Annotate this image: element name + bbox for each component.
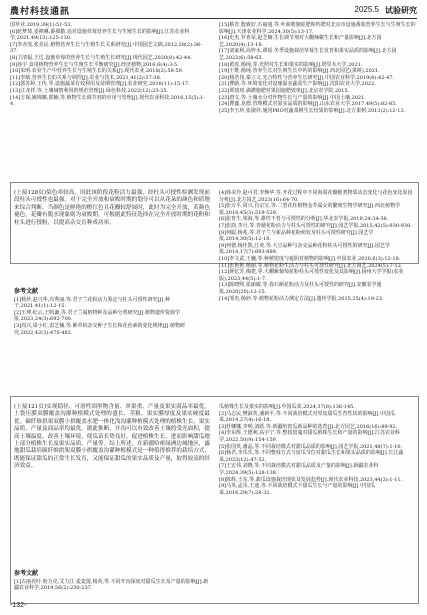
mid-right-refs xyxy=(219,190,415,302)
reference-item: [11]张艳艳,杨丽,等.植物花粉生活力与柱头可授性研究[J].北方园艺,2024(5):7-12. xyxy=(219,262,403,269)
article-refs-2 xyxy=(14,570,210,592)
reference-item: [2]王坤,纪云,王鸣谦,等.君子兰属植物种及品种分类研究[J].植物遗传资源学报,2023,24(3):692-700. xyxy=(14,309,180,323)
reference-item: [24]曹鑫,龙德.管理模式对果实品质的影响[J].山东农业大学,2017,49(5):82-85. xyxy=(219,101,397,108)
reference-item: [7]李赤茂,张美民.植物营养生长与生殖生长关系研究[J].中国园艺文摘,2012,28(2):36-37. xyxy=(10,41,202,55)
reference-item: [11]李敏.营养生长的关系与调控[J].农业与技术,2021,41(2):37-38. xyxy=(10,74,162,81)
reference-item: [2]马志民,樊淑英,潘新平,等.不同栽培模式对厚皮甜瓜生育性状的影响[J].中国瓜菜,2014,27(4):16-18. xyxy=(219,410,395,424)
reference-item: [1]杨珍,赵兴华,冯秀丽,等.君子兰花粉活力鉴定与柱头可授性研究[J].种子,2021,41(1):12-15. xyxy=(14,296,170,310)
reference-item: [5]张万平,周兴,肖宗宝,等.二型花柱植物金芥属女的繁殖生物学研究[J].西北植物学报,2018,45(3):519-529. xyxy=(219,203,400,216)
reference-item: [16]史杰,罗喜荣,赵芝楠.生长调节剂对大棚辣椒生长和产量影响[J].北方园艺,2020(4):13-18. xyxy=(219,35,382,48)
reference-item: [8]陈辉,王东,等.甜瓜设施栽培现状及发展趋势[J].现代农业科技,2023,44(3):1-11. xyxy=(219,476,403,483)
reference-item: [15]蔡青,殷致好,石丽通,等.叶面喷施硅肥和钙肥对北京市设施番茄营养生长与生殖生长的影响[J].天津农业科学,2024,30(5):13-17. xyxy=(219,22,416,35)
reference-item: [17]刘家利,高梓水,谭瑶.冬季设施栽培草莓生长发育和果实品质的影响[J].北方园艺,2022(6):58-63. xyxy=(219,48,397,61)
refs1-title: 参考文献 xyxy=(14,289,39,295)
reference-item: [9]何德,杨佳凯,江奕,等.大豆品种与杂交品种花粉柱头可授性的研究[J].园艺学报,2014,17(7):893-889. xyxy=(219,242,390,256)
top-right-refs xyxy=(219,22,417,114)
reference-item: [8]何聪,杨兆,等.君子兰与新品种花粉萌发及柱头可授性研究[J].园艺学报,2014,30(5):12-18. xyxy=(219,229,374,243)
section-name: 试验研究 xyxy=(385,5,417,15)
header-rule xyxy=(10,18,417,19)
reference-item: [1]古丽孜叶·哈力克,艾力江·麦麦提,杨英,等.不同开沟深度对甜瓜生长及产量的影响[J].新疆农业科学,2019,56(2):230-237. xyxy=(14,578,209,592)
reference-item: [14]方琛,姚锦娜,郭楠,等.植物生长调节剂的应用与管理[J].现代农业科技,2016,15(5):1-4. xyxy=(10,94,206,108)
article-abstract-2: (上接121页)实现稳径、可溶性固形物含量、单果重、产量及果实商品率最优。土袋压膜双膜覆盖沟灌种植模式处理的盛长、茎粗、果实膜厚度及果实硬度最优。碳纤维拱架双膜小拱覆盖水肥一体化浅沟灌种植模式处理的植株生长、果实品质、产量及商品率均最优。据此推断，开沟可以有效改善土壤的受光面积，提高土壤温度，改善土壤环境，使瓜苗长势良好，促进植株生长，进而影响甜瓜地上部分植株生长及果实品质、产量等。综上所述，在新疆哈密绿洲边城地区，露地甜瓜栽培碳纤维拱架双膜小拱覆盖沟灌种植模式是一种值得推荐的栽培方式，既能保证甜瓜的正常生长发育，又能保证甜瓜的果实品质及产量，取得较高的经济效益。 xyxy=(14,404,210,470)
bottom-right-refs xyxy=(219,404,415,496)
reference-item: 国草业,2019,39(1):51-53. xyxy=(10,22,73,28)
reference-item: [4]李东辉,王德利,高宇宁,等.整枝留蔓对甜瓜植株生长和产量的影响[J].江苏农业科学,2022,50(9):154-159. xyxy=(219,430,400,443)
reference-item: [5]张国英,潘晶,等.不同栽培模式对甜瓜品质的影响[J].园艺学报,2021,48(7):1-10. xyxy=(219,443,403,450)
refs2-title: 参考文献 xyxy=(14,571,39,577)
reference-item: [19]王维,杨纯.营养生长对生殖生长中钙的影响[J].西北园艺(果树),2021. xyxy=(219,68,380,75)
reference-item: [12]蒋忆芳,梅建,等.大棚紫葡萄花粉柱头可授性变化及其影响[J].扬州大学学报(农业版),2023,44(5):1-7. xyxy=(219,269,404,282)
reference-item: [6]杨君,李乐乐,等.不同整枝方式与留瓜节位对甜瓜生长和果实品质的影响[J].长江蔬菜,2023(12):47-52. xyxy=(219,450,404,463)
reference-item: [14]邹杰,杨妙,等.植物花粉活力测定方法[J].遗传学报,2015,25(4):19-23. xyxy=(219,295,384,302)
page-header xyxy=(10,4,417,18)
reference-item: [22]贾琦琦.滴灌施肥对果园施肥效率[J].北京农学院,2015. xyxy=(219,87,350,94)
issue-number: 2025.5 xyxy=(354,5,379,14)
reference-item: [8]卫清福,王达.设施草莓的营养生长与生殖生长研究[J].现代园艺,2020(8):42-44. xyxy=(10,54,192,61)
reference-item: [18]黄虎,杨纯,等.光照对生长和果实的影响[J].塔里木大学,2021. xyxy=(219,61,363,68)
reference-item: [4]韩美玲,赵可君,李焕华,等.开花过程中不同海棠花瓣酚类物质动态变化与花色变化原因分析[J].北方园艺,2023(16):64-70. xyxy=(219,190,413,203)
reference-item: [10]朱明.农业生产中营养生长与生殖生长的关系[J].现代农业,2018(2):58-59. xyxy=(10,68,184,75)
reference-item: [9]马英,孟乐,王迪,等.不同栽培模式下甜瓜生长与产量的影响[J].中国瓜菜,2016,29(7):28-32. xyxy=(219,483,375,496)
top-left-refs xyxy=(10,22,208,108)
reference-item: [12]郭苏婷,王传,等.设施蔬菜有效利用及苗期管理[J].农业研究,2018(11):15-17. xyxy=(10,81,190,88)
article-refs-1 xyxy=(14,288,210,336)
reference-item: [23]唐文,等.土壤水分对作物生长与产量的影响[J].中国土壤,2021. xyxy=(219,94,366,101)
reference-item: [7]王宏伟,刘晓,等.不同栽培模式对甜瓜品质及产量的影响[J].新疆农业科学,2024,39(5):128-138. xyxy=(219,463,379,476)
reference-item: [6]轮梦琦,姜禅琳,番那勤.追对设施草莓营养生长与生殖生长的影响[J].江苏农业科学,2021,49(13):125-130. xyxy=(10,28,190,42)
journal-logo: 農村科技通訊 xyxy=(10,7,71,17)
reference-item: 瓜植株生长及果实的影响[J].中国瓜菜,2024,37(8):136-145. xyxy=(219,404,355,410)
reference-item: [21]曹路,等.环境变化对设施温室蔬菜生产影响[J].沈阳农业大学,2022. xyxy=(219,81,376,88)
reference-item: [3]周兴,周小红,雷芝楠,等.紫草柏杂交种子生长和花色素的变化规律[J].植物研究,2022,42(3):475-482. xyxy=(14,322,185,336)
reference-item: [6]张育生,梁海,等.雄性不育与可授性的分析[J].华北农学报,2019,24:34-38. xyxy=(219,216,389,223)
reference-item: [3]杜娜娜,李明,刘跃,等.新疆哈密瓜新品种的选育[J].北方园艺,2016(16):89-92. xyxy=(219,423,398,430)
reference-item: [13]陈晓熙,张丽敏,等.春石斛花粉活力及柱头可授性的研究[J].安徽农学通报,2020(20):12-15. xyxy=(219,282,382,295)
page-number: -132- xyxy=(10,602,27,609)
reference-item: [9]孙宇.食用植物营养生长与生殖生长平衡研究[J].经济植物,2016,6(4):3-5. xyxy=(10,61,179,68)
reference-item: [13]汪龙祥,等.土壤墒情利用的规范管理[J].绿色科技,2022(12):23-25. xyxy=(10,87,169,94)
article-abstract-1: (上接128页)染色率较高，因此该阶段花粉活力最强，经杜头可授性检测发现前段柱头可授性也最强。对于完全开放和衰败时期的划分可以从花朵的颜色和质地来综合判断，当颜色是鲜艳的橙红色且花瓣较舒展时，此时为完全开放，若颜色褪色，花瓣有脱水现象则为衰败期。可根据此特征选择在完全开放时期的花粉和柱头进行授粉，以提高杂交育种成功率。 xyxy=(14,190,210,226)
reference-item: [20]杨浩伟,秦立文.光合特性与营养生长研究[J].中国农业科学,2019(8):42-47. xyxy=(219,74,395,81)
reference-item: [10]李文武,王巍,等.种植密度与遮阴对植物的影响[J].中国农业,2020,6(3):12-18. xyxy=(219,255,401,262)
reference-item: [25]李玉珍,张淑祥.施用PBO对蔬菜桃生长结果的影响[J].北方果树,2013(2):12-13. xyxy=(219,107,406,114)
reference-item: [7]张韵,李月,等.青梗花粉活力与柱头可授性的研究[J].园艺学报,2015,42(5):930-938. xyxy=(219,222,412,229)
